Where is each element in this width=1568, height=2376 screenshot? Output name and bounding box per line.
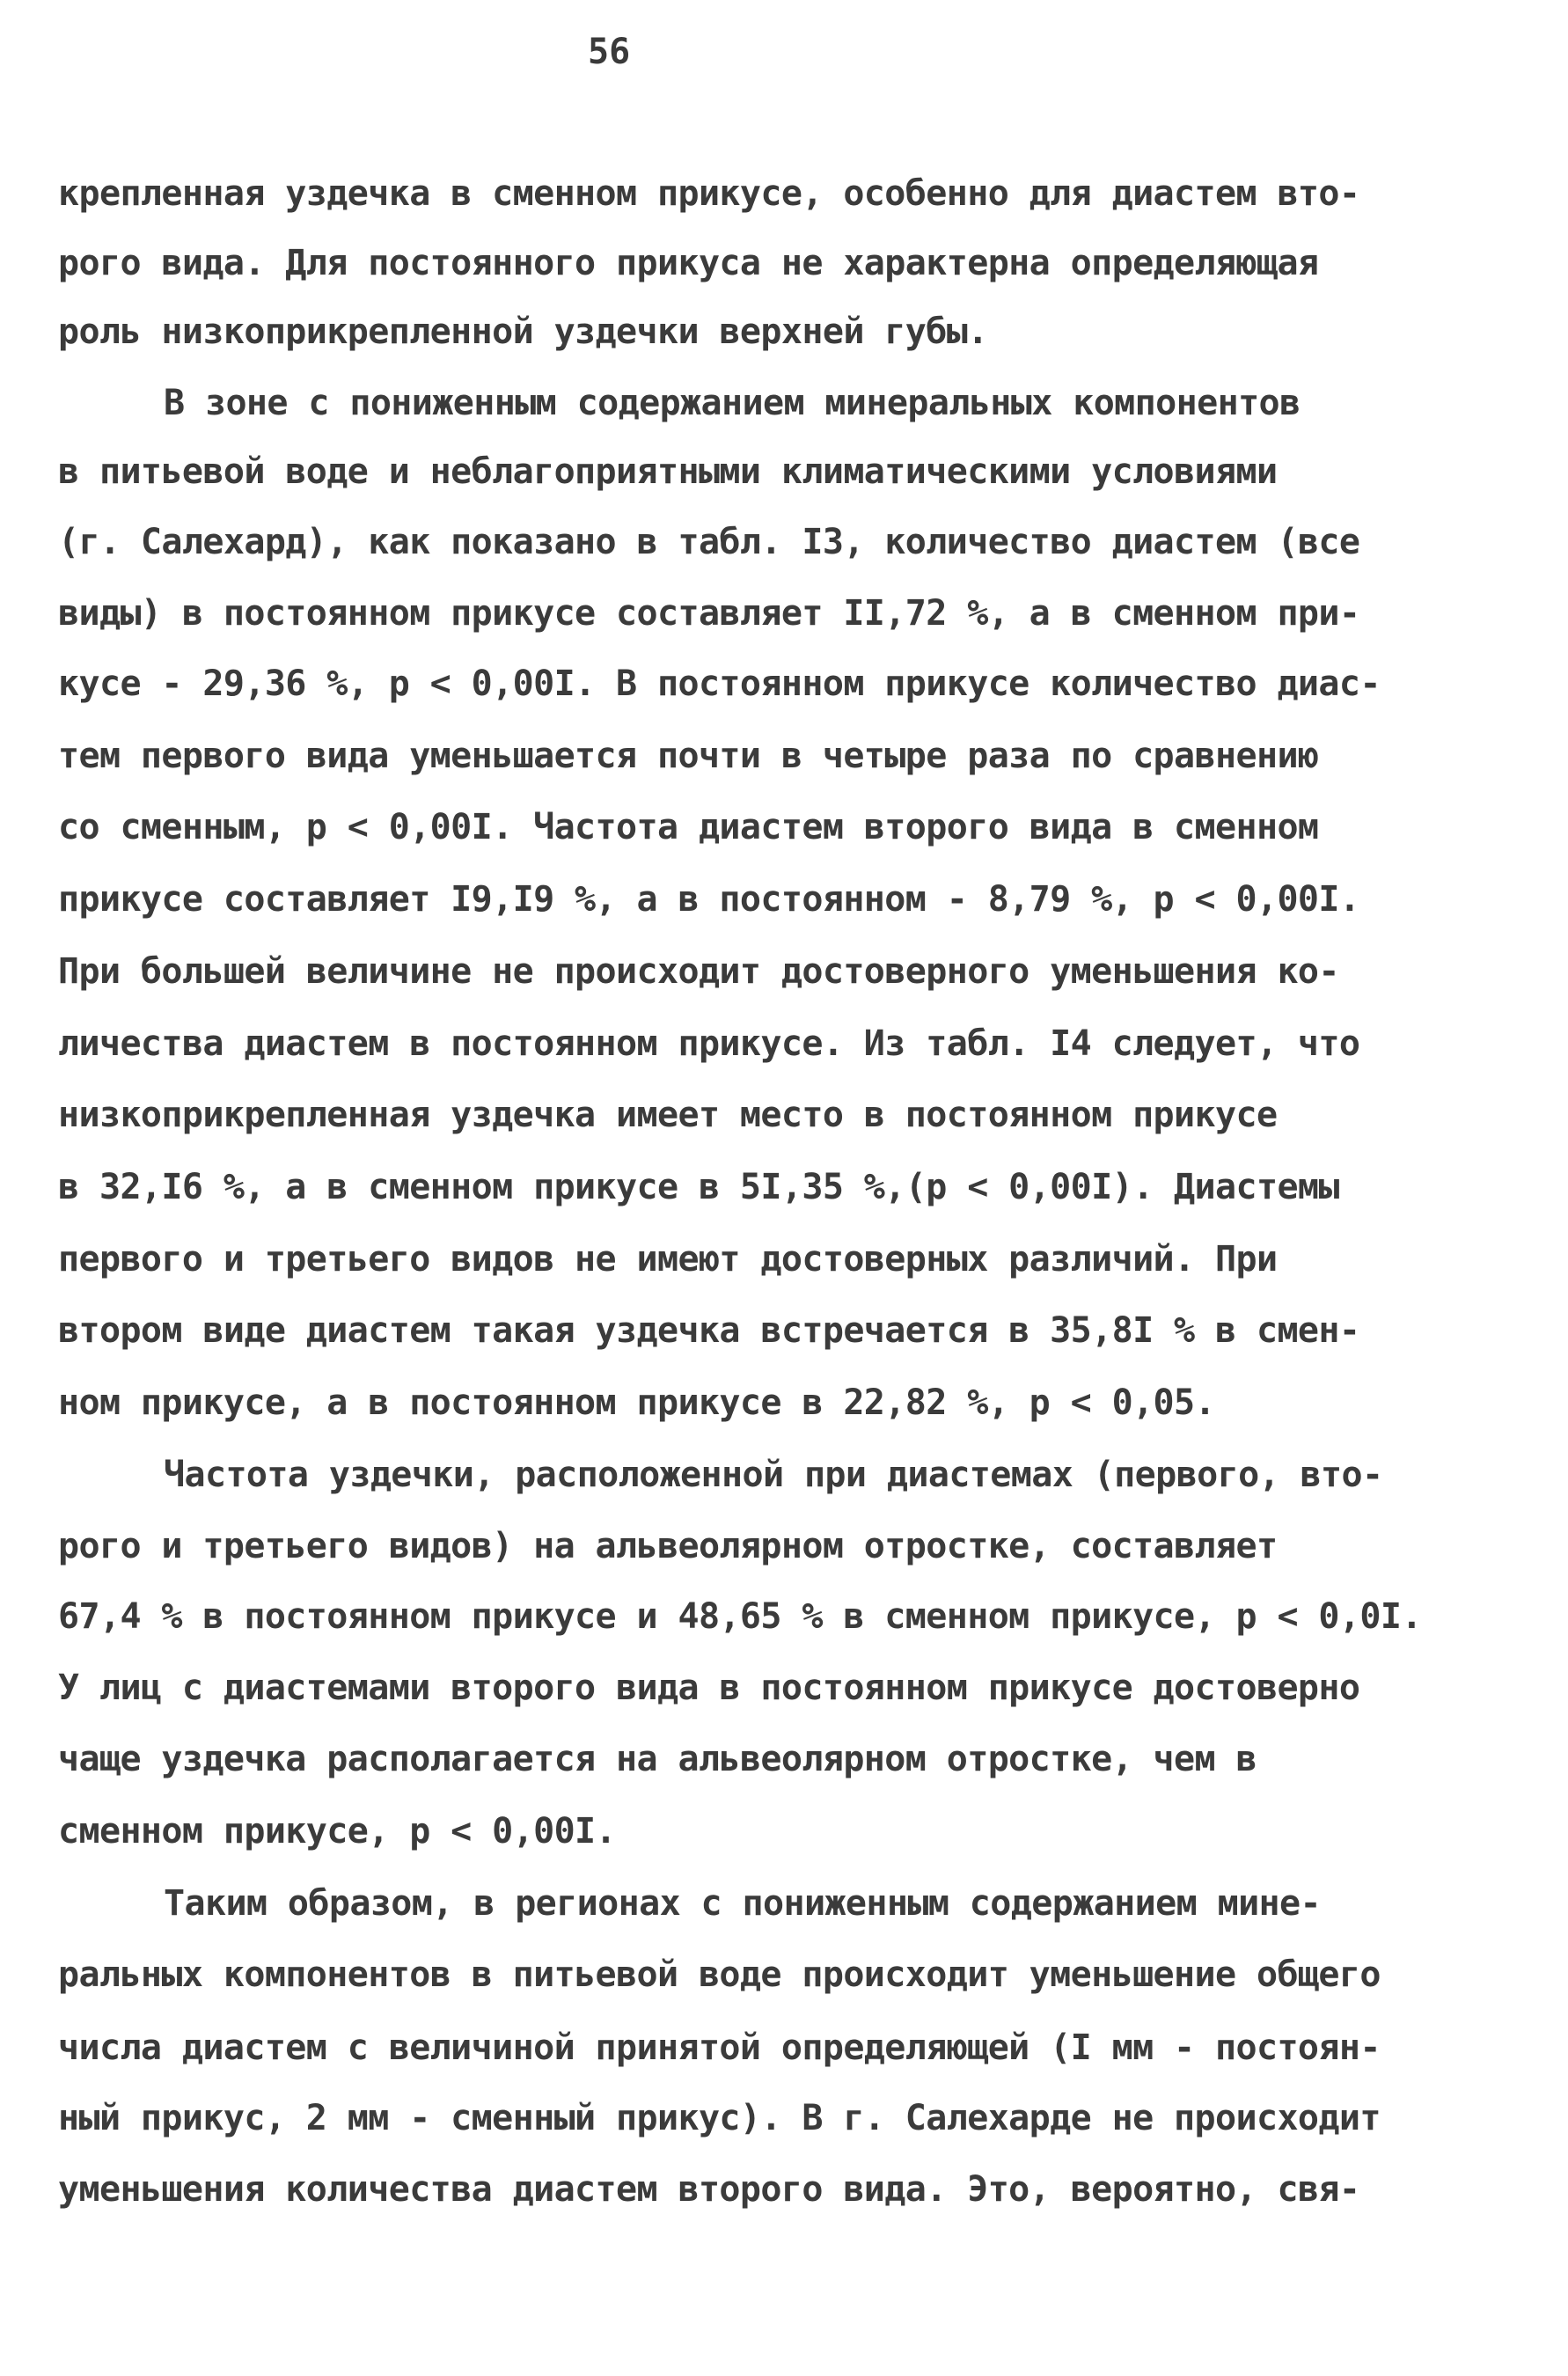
text-line: кусе - 29,36 %, р < 0,00I. В постоянном прикусе количество диас-	[58, 664, 1381, 704]
text-line: 67,4 % в постоянном прикусе и 48,65 % в сменном прикусе, р < 0,0I.	[58, 1596, 1422, 1637]
text-line: тем первого вида уменьшается почти в четыре раза по сравнению	[58, 736, 1319, 776]
text-line: (г. Салехард), как показано в табл. I3, количество диастем (все	[58, 522, 1360, 562]
text-line: первого и третьего видов не имеют достоверных различий. При	[58, 1239, 1278, 1280]
text-line: втором виде диастем такая уздечка встречается в 35,8I % в смен-	[58, 1310, 1360, 1351]
text-line: уменьшения количества диастем второго вида. Это, вероятно, свя-	[58, 2169, 1360, 2210]
text-line: В зоне с пониженным содержанием минеральных компонентов	[164, 383, 1301, 423]
text-line: сменном прикусе, р < 0,00I.	[58, 1811, 617, 1852]
text-line: роль низкоприкрепленной уздечки верхней губы.	[58, 312, 988, 352]
text-line: в питьевой воде и неблагоприятными климатическими условиями	[58, 451, 1278, 492]
text-line: виды) в постоянном прикусе составляет II,72 %, а в сменном при-	[58, 593, 1360, 634]
text-line: При большей величине не происходит достоверного уменьшения ко-	[58, 951, 1339, 992]
text-line: чаще уздечка располагается на альвеолярном отростке, чем в	[58, 1739, 1257, 1779]
text-line: ном прикусе, а в постоянном прикусе в 22,82 %, р < 0,05.	[58, 1382, 1215, 1423]
text-line: личества диастем в постоянном прикусе. Из табл. I4 следует, что	[58, 1023, 1360, 1064]
text-line: в 32,I6 %, а в сменном прикусе в 5I,35 %,(р < 0,00I). Диастемы	[58, 1167, 1339, 1207]
text-line: низкоприкрепленная уздечка имеет место в постоянном прикусе	[58, 1095, 1278, 1135]
text-line: прикусе составляет I9,I9 %, а в постоянном - 8,79 %, р < 0,00I.	[58, 879, 1360, 920]
text-line: рого вида. Для постоянного прикуса не характерна определяющая	[58, 243, 1319, 283]
text-line: ральных компонентов в питьевой воде происходит уменьшение общего	[58, 1954, 1381, 1995]
text-line: числа диастем с величиной принятой определяющей (I мм - постоян-	[58, 2028, 1381, 2068]
text-line: Таким образом, в регионах с пониженным содержанием мине-	[164, 1883, 1321, 1924]
text-line: У лиц с диастемами второго вида в постоянном прикусе достоверно	[58, 1668, 1360, 1708]
text-line: ный прикус, 2 мм - сменный прикус). В г. Салехарде не происходит	[58, 2098, 1381, 2138]
text-line: со сменным, р < 0,00I. Частота диастем второго вида в сменном	[58, 807, 1319, 847]
text-line: Частота уздечки, расположенной при диастемах (первого, вто-	[164, 1455, 1383, 1495]
page-number: 56	[588, 32, 631, 72]
text-line: рого и третьего видов) на альвеолярном отростке, составляет	[58, 1526, 1278, 1566]
text-line: крепленная уздечка в сменном прикусе, особенно для диастем вто-	[58, 173, 1360, 214]
